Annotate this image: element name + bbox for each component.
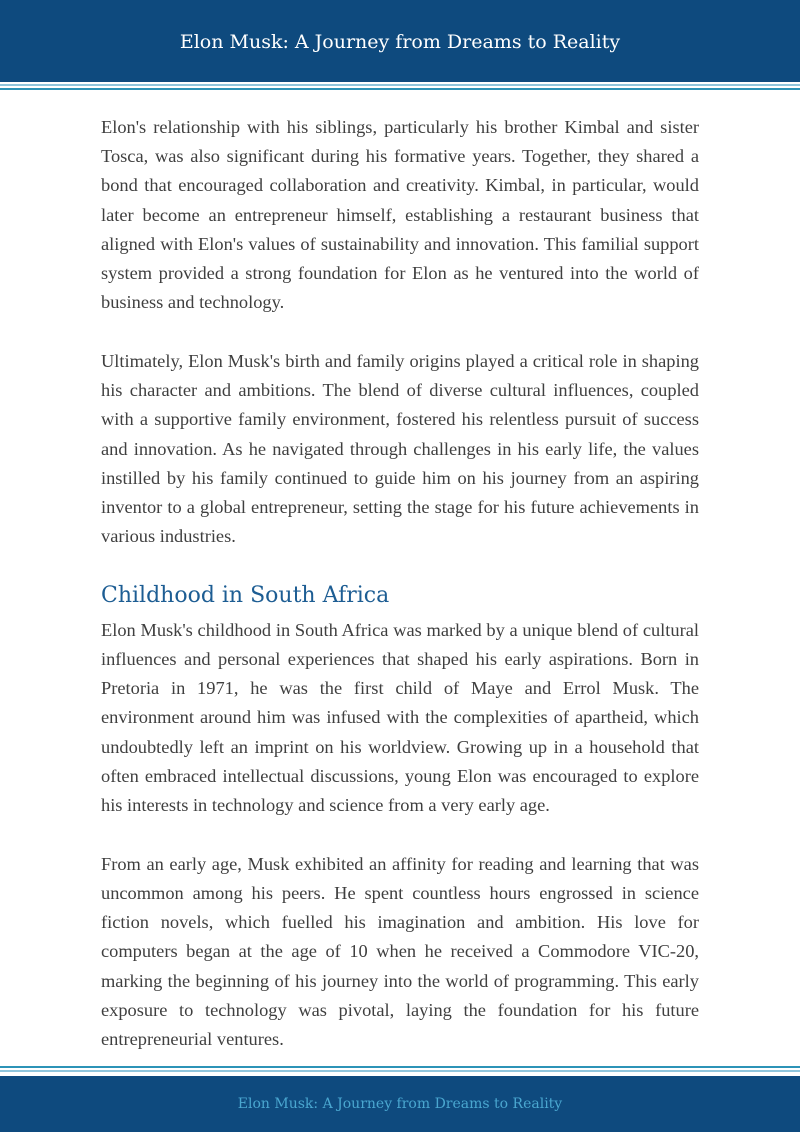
footer-rule-light	[0, 1070, 800, 1072]
body-paragraph: Elon Musk's childhood in South Africa was marked by a unique blend of cultural influences and personal experiences that shaped his early aspirations. Born in Pretoria in 1971, he was the first child of Maye and Errol Musk. The environment around him was infused with the complexities of apartheid, which undoubtedly left an imprint on his worldview. Growing up in a household that often embraced intellectual discussions, young Elon was encouraged to explore his interests in technology and science from a very early age.	[101, 619, 699, 816]
body-paragraph: Elon's relationship with his siblings, particularly his brother Kimbal and sister Tosca, was also significant during his formative years. Together, they shared a bond that encouraged collaboration and creativity. Kimbal, in particular, would later become an entrepreneur himself, establishing a restaurant business that aligned with Elon's values of sustainability and innovation. This familial support system provided a strong foundation for Elon as he ventured into the world of business and technology.	[101, 117, 699, 313]
page-header	[0, 0, 800, 82]
page-footer	[0, 1076, 800, 1132]
header-title: Elon Musk: A Journey from Dreams to Reality	[179, 31, 621, 53]
page-content	[101, 113, 699, 1084]
body-paragraph: Ultimately, Elon Musk's birth and family origins played a critical role in shaping his character and ambitions. The blend of diverse cultural influences, coupled with a supportive family environment, fostered his relentless pursuit of success and innovation. As he navigated through challenges in his early life, the values instilled by his family continued to guide him on his journey from an aspiring inventor to a global entrepreneur, setting the stage for his future achievements in various industries.	[101, 350, 699, 547]
header-rule-teal	[0, 88, 800, 90]
footer-title: Elon Musk: A Journey from Dreams to Reality	[237, 1096, 563, 1112]
body-paragraph: From an early age, Musk exhibited an affinity for reading and learning that was uncommon among his peers. He spent countless hours engrossed in science fiction novels, which fuelled his imagination and ambition. His love for computers began at the age of 10 when he received a Commodore VIC-20, marking the beginning of his journey into the world of programming. This early exposure to technology was pivotal, laying the foundation for his future entrepreneurial ventures.	[101, 853, 699, 1049]
header-rule-light	[0, 84, 800, 86]
footer-rule-teal	[0, 1066, 800, 1068]
section-heading: Childhood in South Africa	[101, 582, 390, 608]
